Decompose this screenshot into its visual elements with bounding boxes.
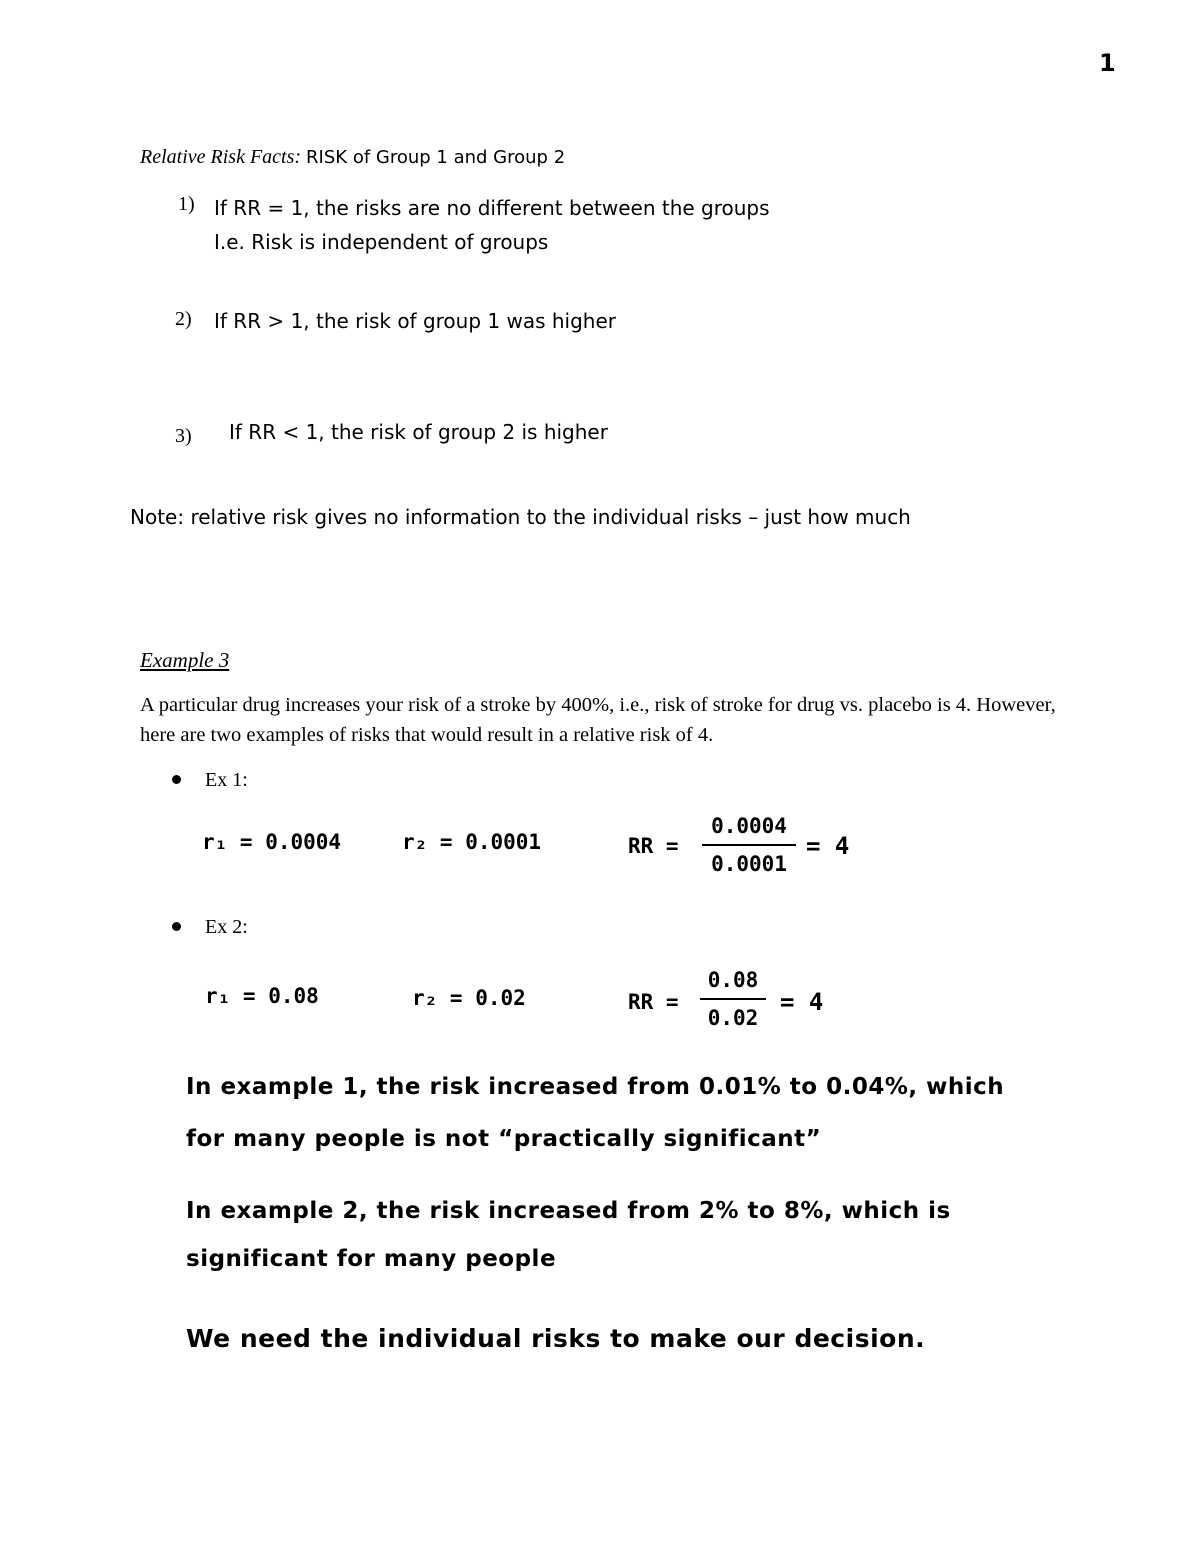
- bullet-dot-icon: [172, 922, 181, 931]
- example-title: Example 3: [140, 648, 230, 672]
- fact-3-line1: If RR < 1, the risk of group 2 is higher: [229, 420, 608, 444]
- facts-heading-rest: RISK of Group 1 and Group 2: [306, 147, 566, 168]
- ex1-denominator: 0.0001: [711, 852, 787, 876]
- fact-3-number: 3): [175, 425, 192, 447]
- ex2-rr-label: RR =: [628, 990, 679, 1014]
- handwritten-line-1: In example 1, the risk increased from 0.01% to 0.04%, which: [186, 1074, 1005, 1100]
- handwritten-line-4: significant for many people: [186, 1246, 557, 1272]
- ex1-bullet: [172, 769, 248, 792]
- ex2-label: Ex 2:: [205, 916, 248, 938]
- ex2-fraction: [700, 968, 766, 1030]
- facts-heading: [140, 146, 565, 169]
- ex1-r2: r₂ = 0.0001: [402, 830, 542, 854]
- page-number: 1: [1099, 49, 1116, 77]
- ex1-r1: r₁ = 0.0004: [202, 830, 342, 854]
- ex2-result: = 4: [780, 988, 824, 1016]
- note: Note: relative risk gives no information to the individual risks – just how much: [130, 505, 911, 529]
- ex1-label: Ex 1:: [205, 769, 248, 791]
- ex1-numerator: 0.0004: [711, 814, 787, 838]
- example-paragraph: A particular drug increases your risk of a stroke by 400%, i.e., risk of stroke for drug vs. placebo is 4. However, here are two examples of risks that would result in a relative risk of 4.: [140, 694, 1056, 746]
- ex2-numerator: 0.08: [707, 968, 759, 992]
- ex1-result: = 4: [806, 832, 850, 860]
- ex2-fraction-bar: [700, 998, 766, 1000]
- fact-1-line1: If RR = 1, the risks are no different between the groups: [214, 196, 770, 220]
- ex1-fraction-bar: [702, 844, 796, 846]
- fact-2-number: 2): [175, 308, 192, 330]
- facts-heading-italic: Relative Risk Facts:: [140, 146, 302, 168]
- ex2-denominator: 0.02: [707, 1006, 759, 1030]
- ex1-rr-label: RR =: [628, 834, 679, 858]
- fact-1-number: 1): [178, 193, 195, 215]
- ex2-bullet: [172, 916, 248, 939]
- fact-1-line2: I.e. Risk is independent of groups: [214, 230, 549, 254]
- bullet-dot-icon: [172, 775, 181, 784]
- handwritten-line-5: We need the individual risks to make our decision.: [186, 1324, 926, 1353]
- ex2-r1: r₁ = 0.08: [205, 984, 319, 1008]
- ex1-fraction: [702, 814, 796, 876]
- handwritten-line-2: for many people is not “practically significant”: [186, 1126, 822, 1152]
- ex2-r2: r₂ = 0.02: [412, 986, 526, 1010]
- fact-2-line1: If RR > 1, the risk of group 1 was higher: [214, 309, 617, 333]
- handwritten-line-3: In example 2, the risk increased from 2% to 8%, which is: [186, 1198, 951, 1224]
